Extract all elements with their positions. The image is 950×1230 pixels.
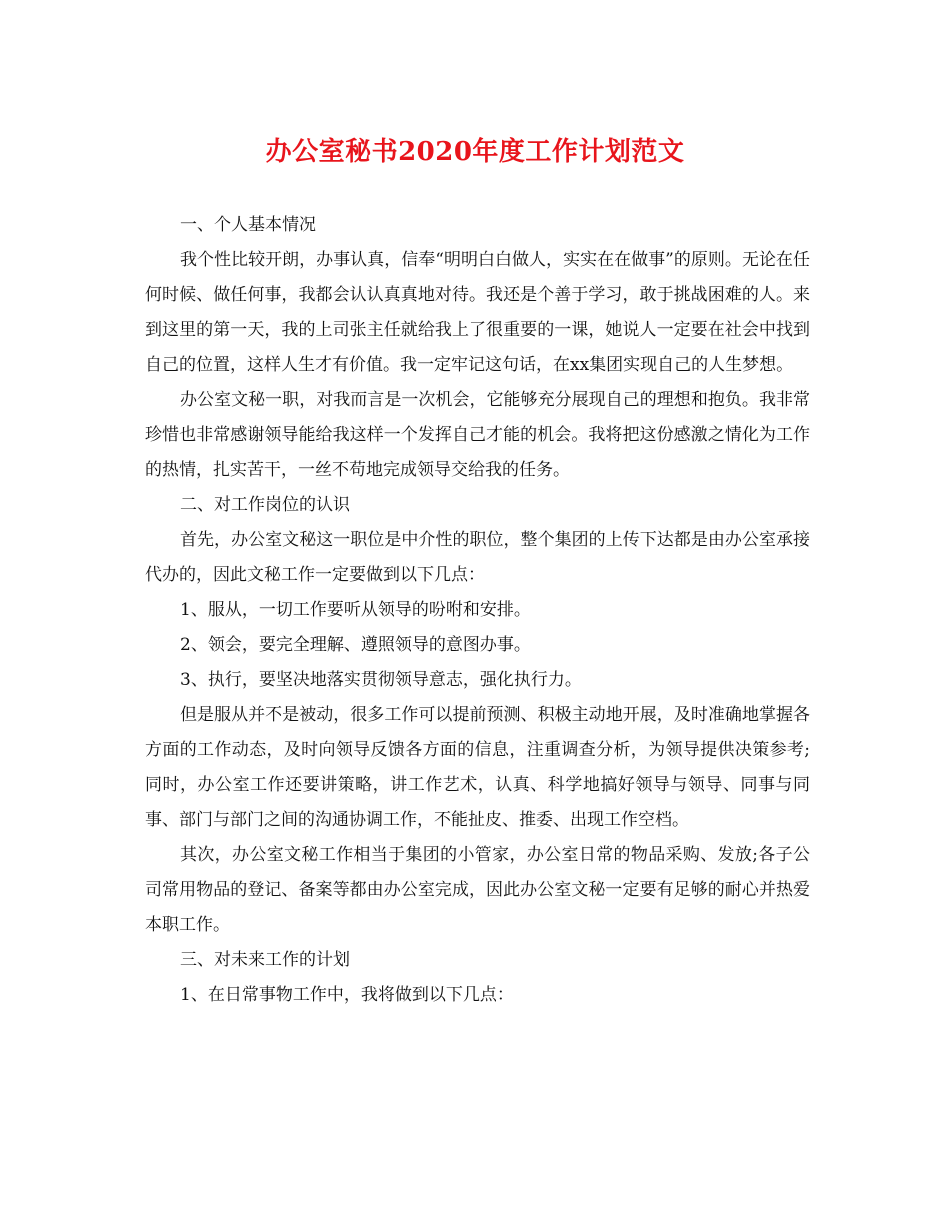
section-heading-future-plan: 三、对未来工作的计划 (180, 950, 350, 970)
paragraph-first-point: 首先，办公室文秘这一职位是中介性的职位，整个集团的上传下达都是由办公室承接代办的，因此文秘工作一定要做到以下几点： (145, 530, 810, 585)
paragraph-proactive: 但是服从并不是被动，很多工作可以提前预测、积极主动地开展，及时准确地掌握各方面的工作动态，及时向领导反馈各方面的信息，注重调查分析，为领导提供决策参考;同时，办公室工作还要讲策略，讲工作艺术，认真、科学地搞好领导与领导、同事与同事、部门与部门之间的沟通协调工作，不能扯皮、推委、出现工作空档。 (145, 705, 810, 830)
document-title: 办公室秘书2020年度工作计划范文 (265, 137, 685, 167)
paragraph-second-point: 其次，办公室文秘工作相当于集团的小管家，办公室日常的物品采购、发放;各子公司常用物品的登记、备案等都由办公室完成，因此办公室文秘一定要有足够的耐心并热爱本职工作。 (145, 845, 810, 935)
list-item-daily-work: 1、在日常事物工作中，我将做到以下几点： (180, 985, 514, 1005)
document-body (145, 208, 810, 1013)
section-heading-personal-info: 一、个人基本情况 (180, 215, 316, 235)
section-heading-job-understanding: 二、对工作岗位的认识 (180, 495, 350, 515)
paragraph-personality: 我个性比较开朗，办事认真，信奉“明明白白做人，实实在在做事”的原则。无论在任何时候、做任何事，我都会认认真真地对待。我还是个善于学习，敢于挑战困难的人。来到这里的第一天，我的上司张主任就给我上了很重要的一课，她说人一定要在社会中找到自己的位置，这样人生才有价值。我一定牢记这句话，在xx集团实现自己的人生梦想。 (145, 250, 810, 375)
list-item-comprehend: 2、领会，要完全理解、遵照领导的意图办事。 (180, 635, 531, 655)
list-item-obey: 1、服从，一切工作要听从领导的吩咐和安排。 (180, 600, 531, 620)
list-item-execute: 3、执行，要坚决地落实贯彻领导意志，强化执行力。 (180, 670, 582, 690)
paragraph-opportunity: 办公室文秘一职，对我而言是一次机会，它能够充分展现自己的理想和抱负。我非常珍惜也非常感谢领导能给我这样一个发挥自己才能的机会。我将把这份感激之情化为工作的热情，扎实苦干，一丝不苟地完成领导交给我的任务。 (145, 390, 810, 480)
